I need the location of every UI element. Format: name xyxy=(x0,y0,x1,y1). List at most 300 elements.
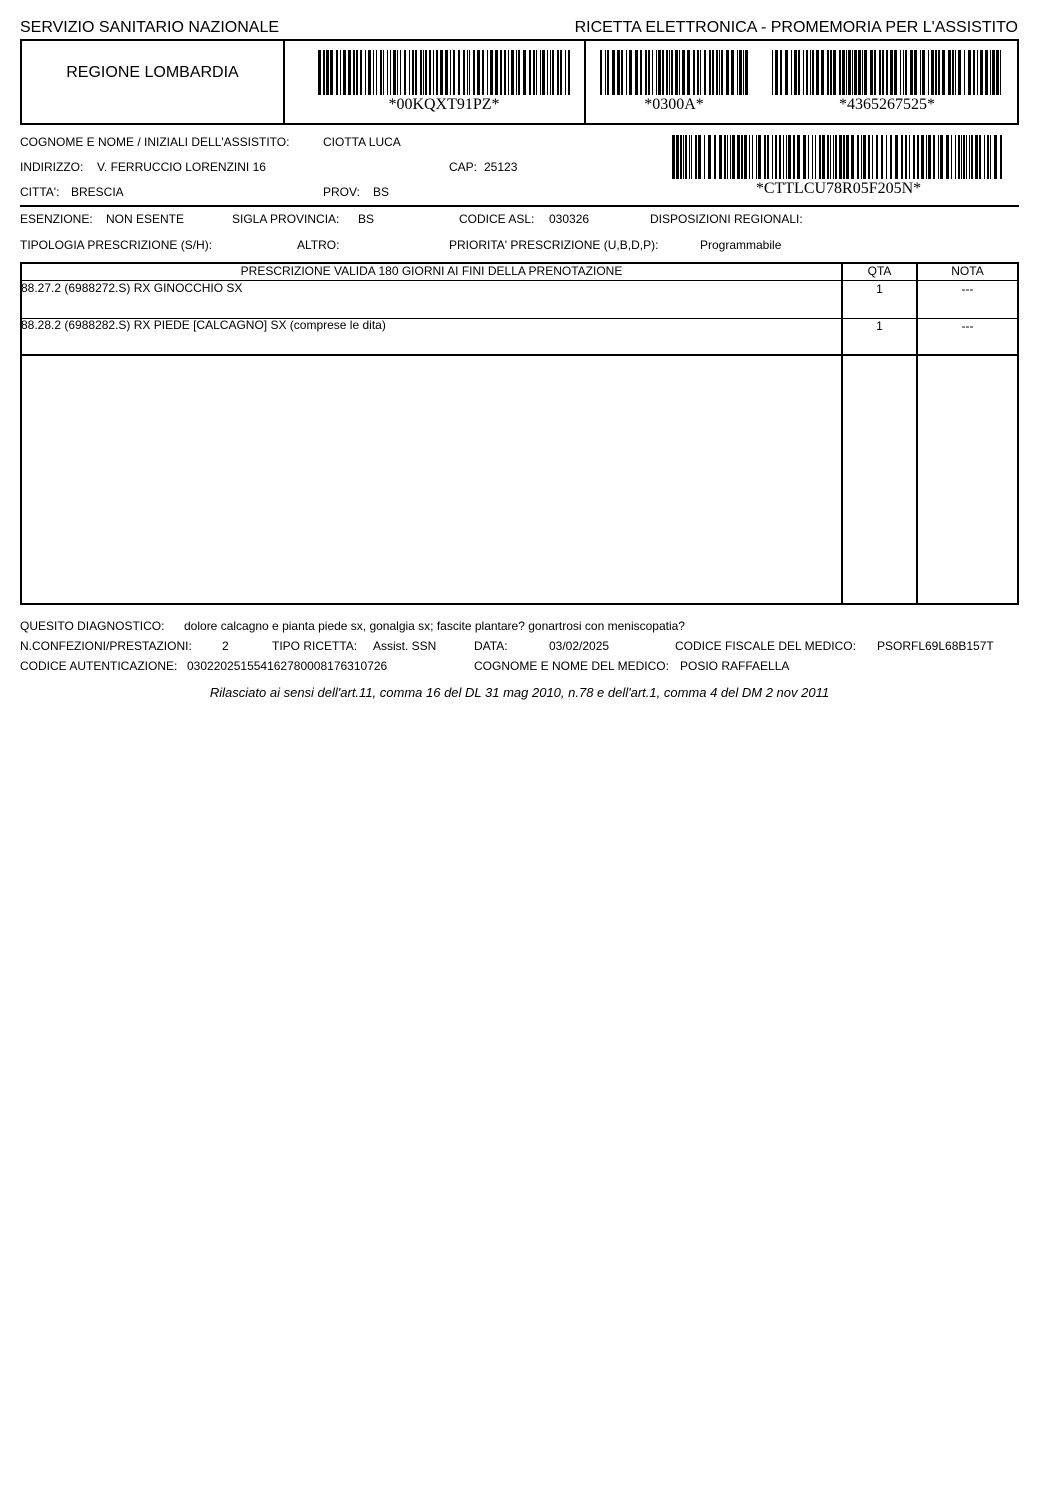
barcode-bar xyxy=(626,50,627,95)
barcode-bar xyxy=(445,50,448,95)
barcode-bar xyxy=(958,50,961,95)
barcode-bar xyxy=(557,50,559,95)
other-label: ALTRO: xyxy=(297,238,340,252)
barcode-bar xyxy=(404,50,406,95)
barcode-bar xyxy=(368,50,371,95)
cap-label: CAP: xyxy=(449,160,478,174)
barcode-bar xyxy=(968,50,971,95)
barcode-bar xyxy=(356,50,358,95)
barcode-bar xyxy=(458,50,460,95)
barcode-bar xyxy=(656,50,657,95)
barcode-bar xyxy=(775,50,778,95)
barcode-bar xyxy=(612,50,615,95)
barcode-bar xyxy=(857,135,859,179)
barcode-bar xyxy=(433,50,434,95)
barcode-bar xyxy=(767,135,769,179)
barcode-bar xyxy=(951,135,952,179)
barcode-bar xyxy=(861,135,862,179)
barcode-bar xyxy=(938,50,940,95)
barcode-bar xyxy=(719,50,720,95)
barcode-bar xyxy=(822,135,825,179)
barcode-bar xyxy=(695,135,697,179)
barcode-bar xyxy=(704,135,705,179)
barcode-bar xyxy=(852,50,853,95)
barcode-bar xyxy=(540,50,541,95)
barcode-bar xyxy=(964,50,965,95)
barcode-bar xyxy=(890,135,892,179)
barcode-bar xyxy=(390,50,391,95)
table-row-qty: 1 xyxy=(876,319,883,333)
barcode-bar xyxy=(490,50,493,95)
patient-name-label: COGNOME E NOME / INIZIALI DELL'ASSISTITO: xyxy=(20,135,290,149)
barcode-bar xyxy=(791,50,792,95)
barcode-bar xyxy=(905,135,907,179)
asl-label: CODICE ASL: xyxy=(459,212,535,226)
barcode-bar xyxy=(675,50,678,95)
barcode-bar xyxy=(977,50,978,95)
prescription-type-label: TIPOLOGIA PRESCRIZIONE (S/H): xyxy=(20,238,213,252)
barcode-bar xyxy=(797,135,800,179)
priority-value: Programmabile xyxy=(700,238,782,252)
barcode-bar xyxy=(758,135,761,179)
regional-label: DISPOSIZIONI REGIONALI: xyxy=(650,212,803,226)
barcode-bar xyxy=(387,50,388,95)
barcode-bar xyxy=(704,50,706,95)
barcode-bar xyxy=(495,50,498,95)
barcode-bar xyxy=(895,135,898,179)
patient-section-divider xyxy=(20,205,1019,207)
barcode-bar xyxy=(425,50,427,95)
barcode-bar xyxy=(436,50,438,95)
barcode-bar xyxy=(511,50,514,95)
barcode-bar xyxy=(806,50,808,95)
barcode-bar xyxy=(1000,135,1002,179)
barcode-bar xyxy=(903,50,904,95)
barcode-bar xyxy=(928,50,929,95)
table-header-qty: QTA xyxy=(867,264,892,278)
barcode-bar xyxy=(533,50,535,95)
barcode-bar xyxy=(971,135,973,179)
barcode-bar xyxy=(879,50,881,95)
barcode-bar xyxy=(482,50,484,95)
barcode-bar xyxy=(752,135,753,179)
note-column-divider xyxy=(916,262,918,605)
barcode-bar xyxy=(980,50,983,95)
barcode-bar xyxy=(882,50,884,95)
barcode-bar xyxy=(487,50,488,95)
barcode-bar xyxy=(552,50,554,95)
barcode-bar xyxy=(737,135,740,179)
barcode-bar xyxy=(803,50,804,95)
packs-value: 2 xyxy=(222,639,229,653)
barcode-bar xyxy=(504,50,506,95)
barcode-bar xyxy=(886,135,887,179)
barcode-bar xyxy=(843,135,845,179)
barcode-bar xyxy=(383,50,384,95)
barcode-bar xyxy=(780,50,782,95)
barcode-bar xyxy=(868,135,870,179)
barcode-bar xyxy=(330,50,333,95)
barcode-bar xyxy=(833,135,834,179)
barcode-bar xyxy=(629,50,632,95)
barcode-bar xyxy=(996,50,999,95)
barcode-bar xyxy=(984,135,985,179)
barcode-bar xyxy=(788,135,791,179)
barcode-bar xyxy=(380,50,382,95)
barcode-bar xyxy=(393,50,396,95)
barcode-bar xyxy=(326,50,329,95)
doctor-name-label: COGNOME E NOME DEL MEDICO: xyxy=(474,659,669,673)
barcode-bar xyxy=(400,50,401,95)
barcode-bar xyxy=(607,50,609,95)
barcode-bar xyxy=(961,135,962,179)
barcode-bar xyxy=(687,50,690,95)
doctor-fiscal-code-label: CODICE FISCALE DEL MEDICO: xyxy=(675,639,856,653)
barcode-bar xyxy=(685,135,687,179)
barcode-bar xyxy=(827,135,829,179)
barcode-bar xyxy=(938,135,939,179)
barcode-bar xyxy=(518,50,520,95)
barcode-bar xyxy=(523,50,526,95)
diagnosis-label: QUESITO DIAGNOSTICO: xyxy=(20,619,165,633)
barcode-bar xyxy=(830,50,832,95)
prescription-barcode xyxy=(318,50,570,95)
barcode-bar xyxy=(739,50,742,95)
barcode-bar xyxy=(672,135,675,179)
barcode-bar xyxy=(821,50,824,95)
barcode-bar xyxy=(600,50,602,95)
barcode-bar xyxy=(397,50,398,95)
barcode-bar xyxy=(835,135,837,179)
date-label: DATA: xyxy=(474,639,508,653)
barcode-bar xyxy=(550,50,551,95)
barcode-bar xyxy=(469,50,470,95)
barcode-bar xyxy=(373,50,374,95)
barcode-bar xyxy=(724,135,726,179)
barcode-bar xyxy=(854,50,857,95)
barcode-bar xyxy=(730,135,731,179)
table-row-qty: 1 xyxy=(876,282,883,296)
barcode-bar xyxy=(727,135,728,179)
barcode-bar xyxy=(666,50,668,95)
barcode-bar xyxy=(933,135,935,179)
barcode-bar xyxy=(737,50,738,95)
doctor-fiscal-code-value: PSORFL69L68B157T xyxy=(877,639,994,653)
barcode-bar xyxy=(992,50,995,95)
city-label: CITTA': xyxy=(20,185,60,199)
table-row-desc: 88.27.2 (6988272.S) RX GINOCCHIO SX xyxy=(21,281,243,295)
barcode-bar xyxy=(617,50,620,95)
packs-label: N.CONFEZIONI/PRESTAZIONI: xyxy=(20,639,192,653)
barcode-bar xyxy=(477,50,480,95)
barcode-bar xyxy=(635,50,638,95)
cap-value: 25123 xyxy=(484,160,518,174)
barcode-bar xyxy=(827,50,829,95)
barcode-bar xyxy=(749,135,750,179)
barcode-bar xyxy=(783,135,784,179)
barcode-bar xyxy=(712,50,714,95)
table-row-note: --- xyxy=(961,282,974,296)
barcode-bar xyxy=(874,50,876,95)
barcode-bar xyxy=(963,135,965,179)
barcode-bar xyxy=(741,135,743,179)
barcode-bar xyxy=(913,135,915,179)
barcode-bar xyxy=(353,50,355,95)
barcode-bar xyxy=(890,50,893,95)
barcode-bar xyxy=(658,50,661,95)
barcode-bar xyxy=(671,50,673,95)
barcode-bar xyxy=(928,135,931,179)
barcode-bar xyxy=(779,135,781,179)
barcode-bar xyxy=(565,50,566,95)
barcode-bar xyxy=(990,135,991,179)
barcode-bar xyxy=(640,50,642,95)
barcode-bar xyxy=(669,50,670,95)
barcode-bar xyxy=(922,50,925,95)
barcode-bar xyxy=(870,50,873,95)
barcode-bar xyxy=(500,50,502,95)
barcode-bar xyxy=(336,50,338,95)
barcode-bar xyxy=(680,135,682,179)
barcode-bar xyxy=(547,50,548,95)
barcode-bar xyxy=(743,50,744,95)
barcode-bar xyxy=(697,50,699,95)
barcode-bar xyxy=(955,50,956,95)
barcode-bar xyxy=(536,50,537,95)
barcode-bar xyxy=(676,135,679,179)
barcode-bar xyxy=(708,135,711,179)
barcode-bar xyxy=(872,135,873,179)
barcode-bar xyxy=(412,50,414,95)
barcode-bar xyxy=(473,50,475,95)
barcode-bar xyxy=(931,50,934,95)
barcode-bar xyxy=(648,50,650,95)
barcode-bar xyxy=(719,135,722,179)
barcode-bar xyxy=(948,50,951,95)
prov-label: PROV: xyxy=(323,185,360,199)
table-row-desc: 88.28.2 (6988282.S) RX PIEDE [CALCAGNO] SX (comprese le dita) xyxy=(21,318,386,332)
recipe-type-value: Assist. SSN xyxy=(373,639,437,653)
barcode-bar xyxy=(679,50,680,95)
barcode-bar xyxy=(415,50,417,95)
barcode-bar xyxy=(851,135,854,179)
barcode-bar xyxy=(979,135,981,179)
barcode-bar xyxy=(744,135,747,179)
city-value: BRESCIA xyxy=(71,185,124,199)
barcode-bar xyxy=(864,50,867,95)
barcode-bar xyxy=(318,50,321,95)
barcode-bar xyxy=(946,135,949,179)
barcode-bar xyxy=(940,135,943,179)
barcode-bar xyxy=(756,135,757,179)
address-label: INDIRIZZO: xyxy=(20,160,84,174)
barcode-bar xyxy=(542,50,545,95)
barcode-bar xyxy=(985,50,988,95)
barcode-bar xyxy=(839,135,842,179)
barcode-bar xyxy=(772,135,773,179)
barcode-bar xyxy=(516,50,517,95)
barcode-bar xyxy=(917,135,919,179)
province-label: SIGLA PROVINCIA: xyxy=(232,212,340,226)
barcode-bar xyxy=(793,135,795,179)
barcode-bar xyxy=(833,50,836,95)
barcode-bar xyxy=(905,50,907,95)
barcode-bar xyxy=(467,50,468,95)
barcode-bar xyxy=(994,135,997,179)
barcode-bar xyxy=(952,50,954,95)
header-right-title: RICETTA ELETTRONICA - PROMEMORIA PER L'ASSISTITO xyxy=(574,19,1018,36)
barcode-bar xyxy=(955,135,956,179)
barcode-bar xyxy=(376,50,377,95)
barcode-bar xyxy=(881,135,883,179)
barcode-bar xyxy=(365,50,366,95)
barcode-bar xyxy=(682,50,685,95)
barcode-bar xyxy=(453,50,455,95)
date-value: 03/02/2025 xyxy=(549,639,610,653)
barcode-bar xyxy=(910,50,913,95)
barcode-bar xyxy=(815,135,816,179)
barcode-bar xyxy=(990,50,991,95)
barcode-bar xyxy=(942,50,945,95)
barcode-bar xyxy=(662,50,664,95)
barcode-bar xyxy=(975,135,978,179)
barcode-bar xyxy=(560,50,562,95)
barcode-bar xyxy=(709,50,711,95)
barcode-bar xyxy=(732,135,735,179)
barcode-bar xyxy=(409,50,410,95)
barcode-bar xyxy=(693,50,695,95)
barcode-bar xyxy=(846,50,847,95)
barcode-bar xyxy=(508,50,509,95)
barcode-bar xyxy=(348,50,351,95)
recipe-type-label: TIPO RICETTA: xyxy=(272,639,358,653)
barcode-bar xyxy=(340,50,341,95)
header-divider-2 xyxy=(584,39,586,125)
barcode-bar xyxy=(816,50,819,95)
barcode-bar xyxy=(689,135,690,179)
table-row-note: --- xyxy=(961,319,974,333)
table-header-main: PRESCRIZIONE VALIDA 180 GIORNI AI FINI DELLA PRENOTAZIONE xyxy=(240,264,623,278)
barcode-bar xyxy=(876,135,878,179)
asl-value: 030326 xyxy=(549,212,590,226)
barcode-bar xyxy=(935,50,937,95)
patient-name-value: CIOTTA LUCA xyxy=(323,135,401,149)
auth-code-value: 030220251554162780008176310726 xyxy=(187,659,388,673)
barcode-bar xyxy=(966,135,967,179)
barcode-bar xyxy=(726,50,729,95)
barcode-bar xyxy=(605,50,606,95)
barcode-bar xyxy=(848,50,851,95)
auth-code-label: CODICE AUTENTICAZIONE: xyxy=(20,659,178,673)
prescription-table xyxy=(20,262,1019,605)
nre-barcode xyxy=(772,50,1002,95)
province-value: BS xyxy=(358,212,375,226)
barcode-bar xyxy=(886,50,888,95)
barcode-bar xyxy=(798,50,800,95)
barcode-bar xyxy=(429,50,431,95)
barcode-bar xyxy=(721,50,723,95)
barcode-bar xyxy=(862,50,863,95)
asl-barcode-text: *0300A* xyxy=(644,96,704,113)
asl-barcode xyxy=(600,50,748,95)
barcode-bar xyxy=(812,135,813,179)
barcode-bar xyxy=(731,50,734,95)
doctor-name-value: POSIO RAFFAELLA xyxy=(680,659,790,673)
exemption-label: ESENZIONE: xyxy=(20,212,93,226)
barcode-bar xyxy=(645,50,647,95)
barcode-bar xyxy=(785,50,788,95)
barcode-bar xyxy=(420,50,422,95)
legal-note: Rilasciato ai sensi dell'art.11, comma 16 del DL 31 mag 2010, n.78 e dell'art.1, comma 4 del DM 2 nov 2011 xyxy=(209,685,830,700)
exemption-value: NON ESENTE xyxy=(106,212,185,226)
barcode-bar xyxy=(909,135,910,179)
barcode-bar xyxy=(745,50,748,95)
barcode-bar xyxy=(343,50,346,95)
barcode-bar xyxy=(839,50,841,95)
barcode-bar xyxy=(764,135,766,179)
barcode-bar xyxy=(842,50,845,95)
barcode-bar xyxy=(858,50,861,95)
barcode-bar xyxy=(894,50,897,95)
barcode-bar xyxy=(830,135,831,179)
fiscal-code-barcode-text: *CTTLCU78R05F205N* xyxy=(755,180,922,197)
barcode-bar xyxy=(683,135,684,179)
barcode-bar xyxy=(819,135,821,179)
barcode-bar xyxy=(714,135,716,179)
barcode-bar xyxy=(920,50,921,95)
priority-label: PRIORITA' PRESCRIZIONE (U,B,D,P): xyxy=(449,238,659,252)
barcode-bar xyxy=(423,50,424,95)
barcode-bar xyxy=(900,50,901,95)
barcode-bar xyxy=(914,50,917,95)
diagnosis-value: dolore calcagno e pianta piede sx, gonalgia sx; fascite plantare? gonartrosi con meniscopatia? xyxy=(184,619,685,633)
table-rows-end-divider xyxy=(20,354,1019,356)
barcode-bar xyxy=(700,50,701,95)
prescription-barcode-text: *00KQXT91PZ* xyxy=(388,96,500,113)
prov-value: BS xyxy=(373,185,390,199)
barcode-bar xyxy=(846,135,849,179)
barcode-bar xyxy=(440,50,443,95)
barcode-bar xyxy=(691,135,692,179)
barcode-bar xyxy=(921,135,924,179)
barcode-bar xyxy=(794,50,797,95)
fiscal-code-barcode xyxy=(672,135,1005,179)
barcode-bar xyxy=(812,50,814,95)
barcode-bar xyxy=(1000,50,1001,95)
header-divider-1 xyxy=(283,39,285,125)
barcode-bar xyxy=(450,50,451,95)
barcode-bar xyxy=(803,135,806,179)
header-left-title: SERVIZIO SANITARIO NAZIONALE xyxy=(20,19,280,36)
barcode-bar xyxy=(987,135,989,179)
address-value: V. FERRUCCIO LORENZINI 16 xyxy=(97,160,266,174)
barcode-bar xyxy=(863,135,866,179)
barcode-bar xyxy=(529,50,531,95)
barcode-bar xyxy=(652,50,653,95)
barcode-bar xyxy=(808,135,809,179)
barcode-bar xyxy=(568,50,570,95)
nre-barcode-text: *4365267525* xyxy=(839,96,935,113)
barcode-bar xyxy=(958,135,960,179)
barcode-bar xyxy=(973,50,975,95)
barcode-bar xyxy=(969,135,970,179)
barcode-bar xyxy=(775,135,777,179)
barcode-bar xyxy=(360,50,362,95)
qty-column-divider xyxy=(841,262,843,605)
barcode-bar xyxy=(926,135,927,179)
barcode-bar xyxy=(901,135,903,179)
barcode-bar xyxy=(716,50,718,95)
